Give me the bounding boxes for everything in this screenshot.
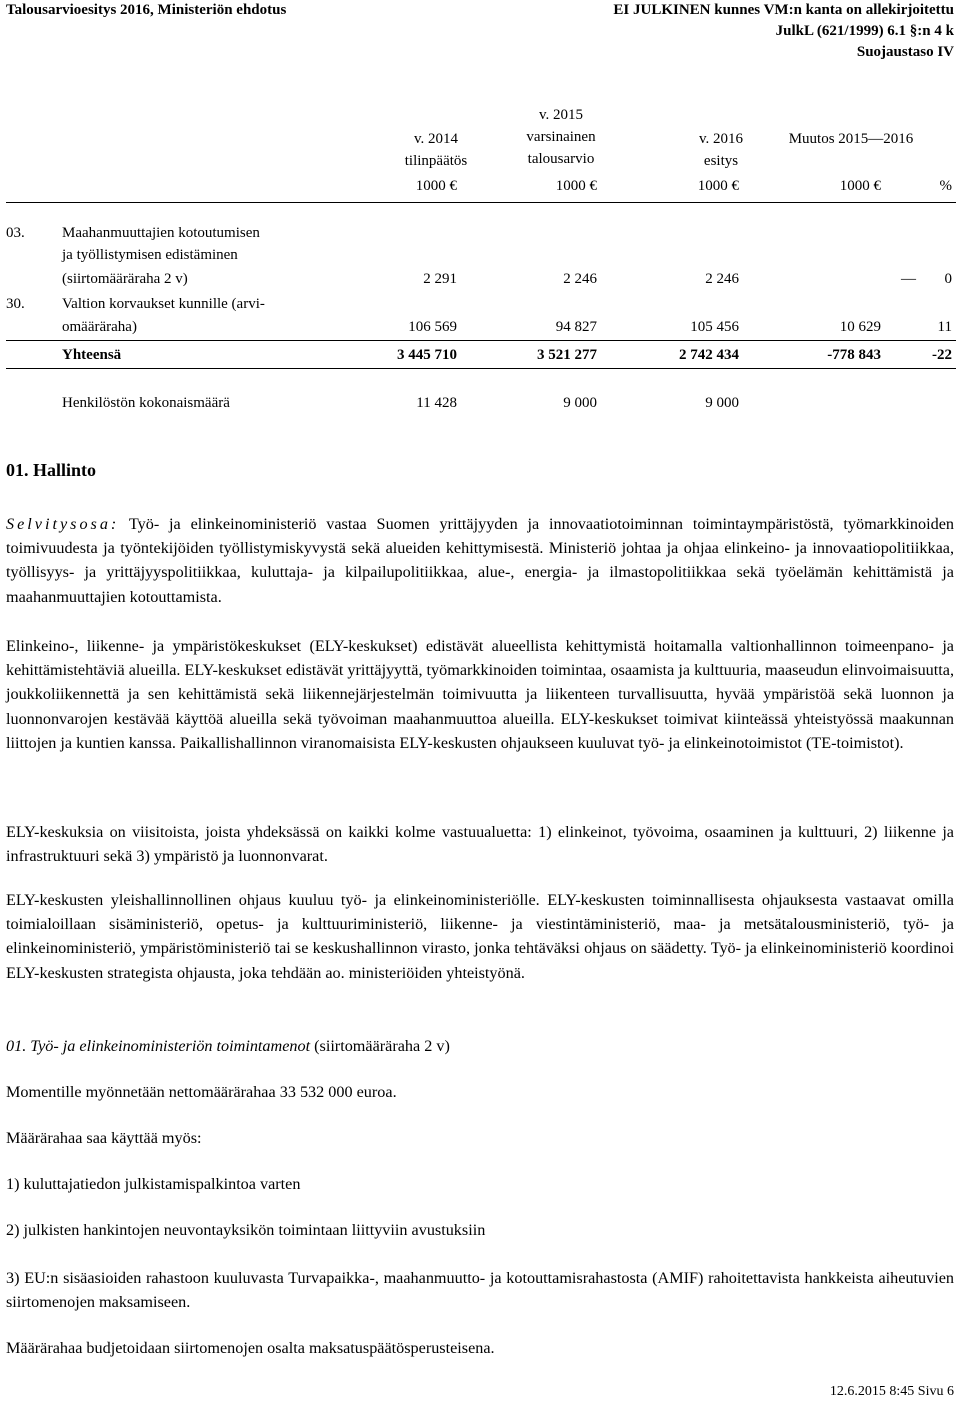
col-header-2016-year: v. 2016 [698, 131, 744, 147]
selvitysosa-label: Selvitysosa: [6, 515, 120, 533]
row-label-line3: (siirtomääräraha 2 v) [62, 271, 188, 287]
cell-2016: 105 456 [690, 319, 739, 335]
paragraph: ELY-keskusten yleishallinnollinen ohjaus kuuluu työ- ja elinkeinoministeriölle. ELY-keskusten toiminnallisesta ohjauksesta vastaavat omilla toimialoillaan sisäministeriö, opetus- ja kulttuuriministeriö, liikenne- ja viestintäministeriö, maa- ja metsätalousministeriö, työ- ja elinkeinoministeriö, ympäristöministeriö tai se keskushallinnon virasto, jonka tehtäväksi ohjaus on säädetty. Työ- ja elinkeinoministeriö koordinoi ELY-keskusten strategista ohjausta, joka tehdään ao. ministeriöiden yhteistyönä. [6, 891, 954, 982]
subsection-type: (siirtomääräraha 2 v) [310, 1037, 450, 1055]
subsection-heading [6, 1034, 954, 1058]
col-header-2014 [391, 128, 481, 172]
row-number: 03. [6, 225, 25, 241]
list-item: 1) kuluttajatiedon julkistamispalkintoa varten [6, 1175, 301, 1193]
paragraph: ELY-keskuksia on viisitoista, joista yhdeksässä on kaikki kolme vastuualuetta: 1) elinkeinot, työvoima, osaaminen ja kulttuuri, 2) liikenne ja infrastruktuuri sekä 3) ympäristö ja luonnonvarat. [6, 823, 954, 866]
row-label-line1: Valtion korvaukset kunnille (arvi- [62, 296, 265, 312]
cell-change: — [901, 271, 916, 287]
col-header-2015-type2: talousarvio [527, 151, 595, 167]
staff-2014: 11 428 [416, 395, 457, 411]
unit-change: 1000 € [839, 178, 881, 194]
unit-2016: 1000 € [697, 178, 739, 194]
cell-change: 10 629 [839, 319, 881, 335]
paragraph: Määrärahaa budjetoidaan siirtomenojen osalta maksatuspäätösperusteisena. [6, 1339, 495, 1357]
unit-percent: % [939, 178, 952, 194]
total-label: Yhteensä [62, 347, 122, 363]
total-percent: -22 [932, 347, 952, 363]
cell-2016: 2 246 [705, 271, 739, 287]
list-item: 2) julkisten hankintojen neuvontayksikön toimintaan liittyviin avustuksiin [6, 1221, 486, 1239]
cell-2015: 2 246 [563, 271, 597, 287]
staff-2016: 9 000 [705, 395, 739, 411]
total-row [6, 344, 956, 366]
total-bottom-rule [6, 368, 956, 369]
confidentiality-line-3: Suojaustaso IV [856, 44, 954, 60]
section-title: 01. Hallinto [6, 460, 97, 480]
page-footer: 12.6.2015 8:45 Sivu 6 [829, 1384, 954, 1399]
row-label-line2: omääräraha) [62, 319, 137, 335]
col-header-2015-year: v. 2015 [538, 107, 584, 123]
staff-label: Henkilöstön kokonaismäärä [62, 395, 230, 411]
document-header-title: Talousarvioesitys 2016, Ministeriön ehdotus [6, 2, 287, 18]
row-number: 30. [6, 296, 25, 312]
staff-2015: 9 000 [563, 395, 597, 411]
unit-2014: 1000 € [415, 178, 457, 194]
cell-percent: 0 [944, 271, 952, 287]
total-2015: 3 521 277 [537, 347, 597, 363]
confidentiality-notice [613, 0, 954, 63]
total-2016: 2 742 434 [679, 347, 739, 363]
col-header-2016-type: esitys [703, 153, 739, 169]
col-header-change: Muutos 2015—2016 [788, 131, 914, 147]
row-label-line2: ja työllistymisen edistäminen [62, 247, 238, 263]
confidentiality-line-2: JulkL (621/1999) 6.1 §:n 4 k [775, 23, 954, 39]
subsection-title: 01. Työ- ja elinkeinoministeriön toimintamenot [6, 1037, 311, 1055]
total-top-rule [6, 340, 956, 341]
table-row [6, 222, 956, 292]
cell-percent: 11 [937, 319, 952, 335]
col-header-2015-type1: varsinainen [526, 129, 596, 145]
list-item: 3) EU:n sisäasioiden rahastoon kuuluvasta Turvapaikka-, maahanmuutto- ja kotouttamisrahastosta (AMIF) rahoitettavista hankkeista aiheutuvien siirtomenojen maksamiseen. [6, 1269, 954, 1312]
col-header-2014-year: v. 2014 [413, 131, 459, 147]
cell-2015: 94 827 [555, 319, 597, 335]
row-label-line1: Maahanmuuttajien kotoutumisen [62, 225, 260, 241]
col-header-2015 [506, 104, 616, 170]
table-row [6, 293, 956, 341]
paragraph-text: Työ- ja elinkeinoministeriö vastaa Suomen yrittäjyyden ja innovaatiotoiminnan toimintaympäristöstä, työmarkkinoiden toimivuudesta ja työntekijöiden työllistymiskyvystä sekä alueiden kehittymisestä. Ministeriö johtaa ja ohjaa elinkeino- ja innovaatiopolitiikkaa, työllisyys- ja yrittäjyyspolitiikkaa, kuluttaja- ja kilpailupolitiikkaa, alue-, energia- ja ilmastopolitiikkaa sekä työelämän kehittämistä ja maahanmuuttajien kotouttamista. [6, 515, 954, 606]
paragraph: Elinkeino-, liikenne- ja ympäristökeskukset (ELY-keskukset) edistävät alueellista kehittymistä hoitamalla valtionhallinnon toimeenpano- ja kehittämistehtäviä alueilla. ELY-keskukset edistävät yrittäjyyttä, työmarkkinoiden toimintaa, osaamista ja kulttuuria, maaseudun elinvoimaisuutta, joukkoliikennettä ja sen kehittämistä sekä liikennejärjestelmän toimivuutta ja liikenteen turvallisuutta, hyvää ympäristöä sekä luonnon ja luonnonvarojen kestävää käyttöä alueilla sekä työvoiman maahanmuuttoa alueilla. ELY-keskukset toimivat kiinteässä yhteistyössä maakunnan liittojen ja kuntien kanssa. Paikallishallinnon viranomaisista ELY-keskusten ohjaukseen kuuluvat työ- ja elinkeinotoimistot (TE-toimistot). [6, 637, 954, 752]
cell-2014: 2 291 [423, 271, 457, 287]
cell-2014: 106 569 [408, 319, 457, 335]
staff-row [6, 392, 956, 414]
paragraph: Momentille myönnetään nettomäärärahaa 33 532 000 euroa. [6, 1083, 397, 1101]
col-header-2014-type: tilinpäätös [404, 153, 468, 169]
total-2014: 3 445 710 [397, 347, 457, 363]
table-header-rule [6, 202, 956, 203]
col-header-2016 [681, 128, 761, 172]
unit-row [6, 175, 956, 197]
paragraph: Määrärahaa saa käyttää myös: [6, 1129, 202, 1147]
paragraph [6, 512, 954, 609]
unit-2015: 1000 € [555, 178, 597, 194]
confidentiality-line-1: EI JULKINEN kunnes VM:n kanta on allekirjoitettu [613, 2, 954, 18]
total-change: -778 843 [827, 347, 881, 363]
